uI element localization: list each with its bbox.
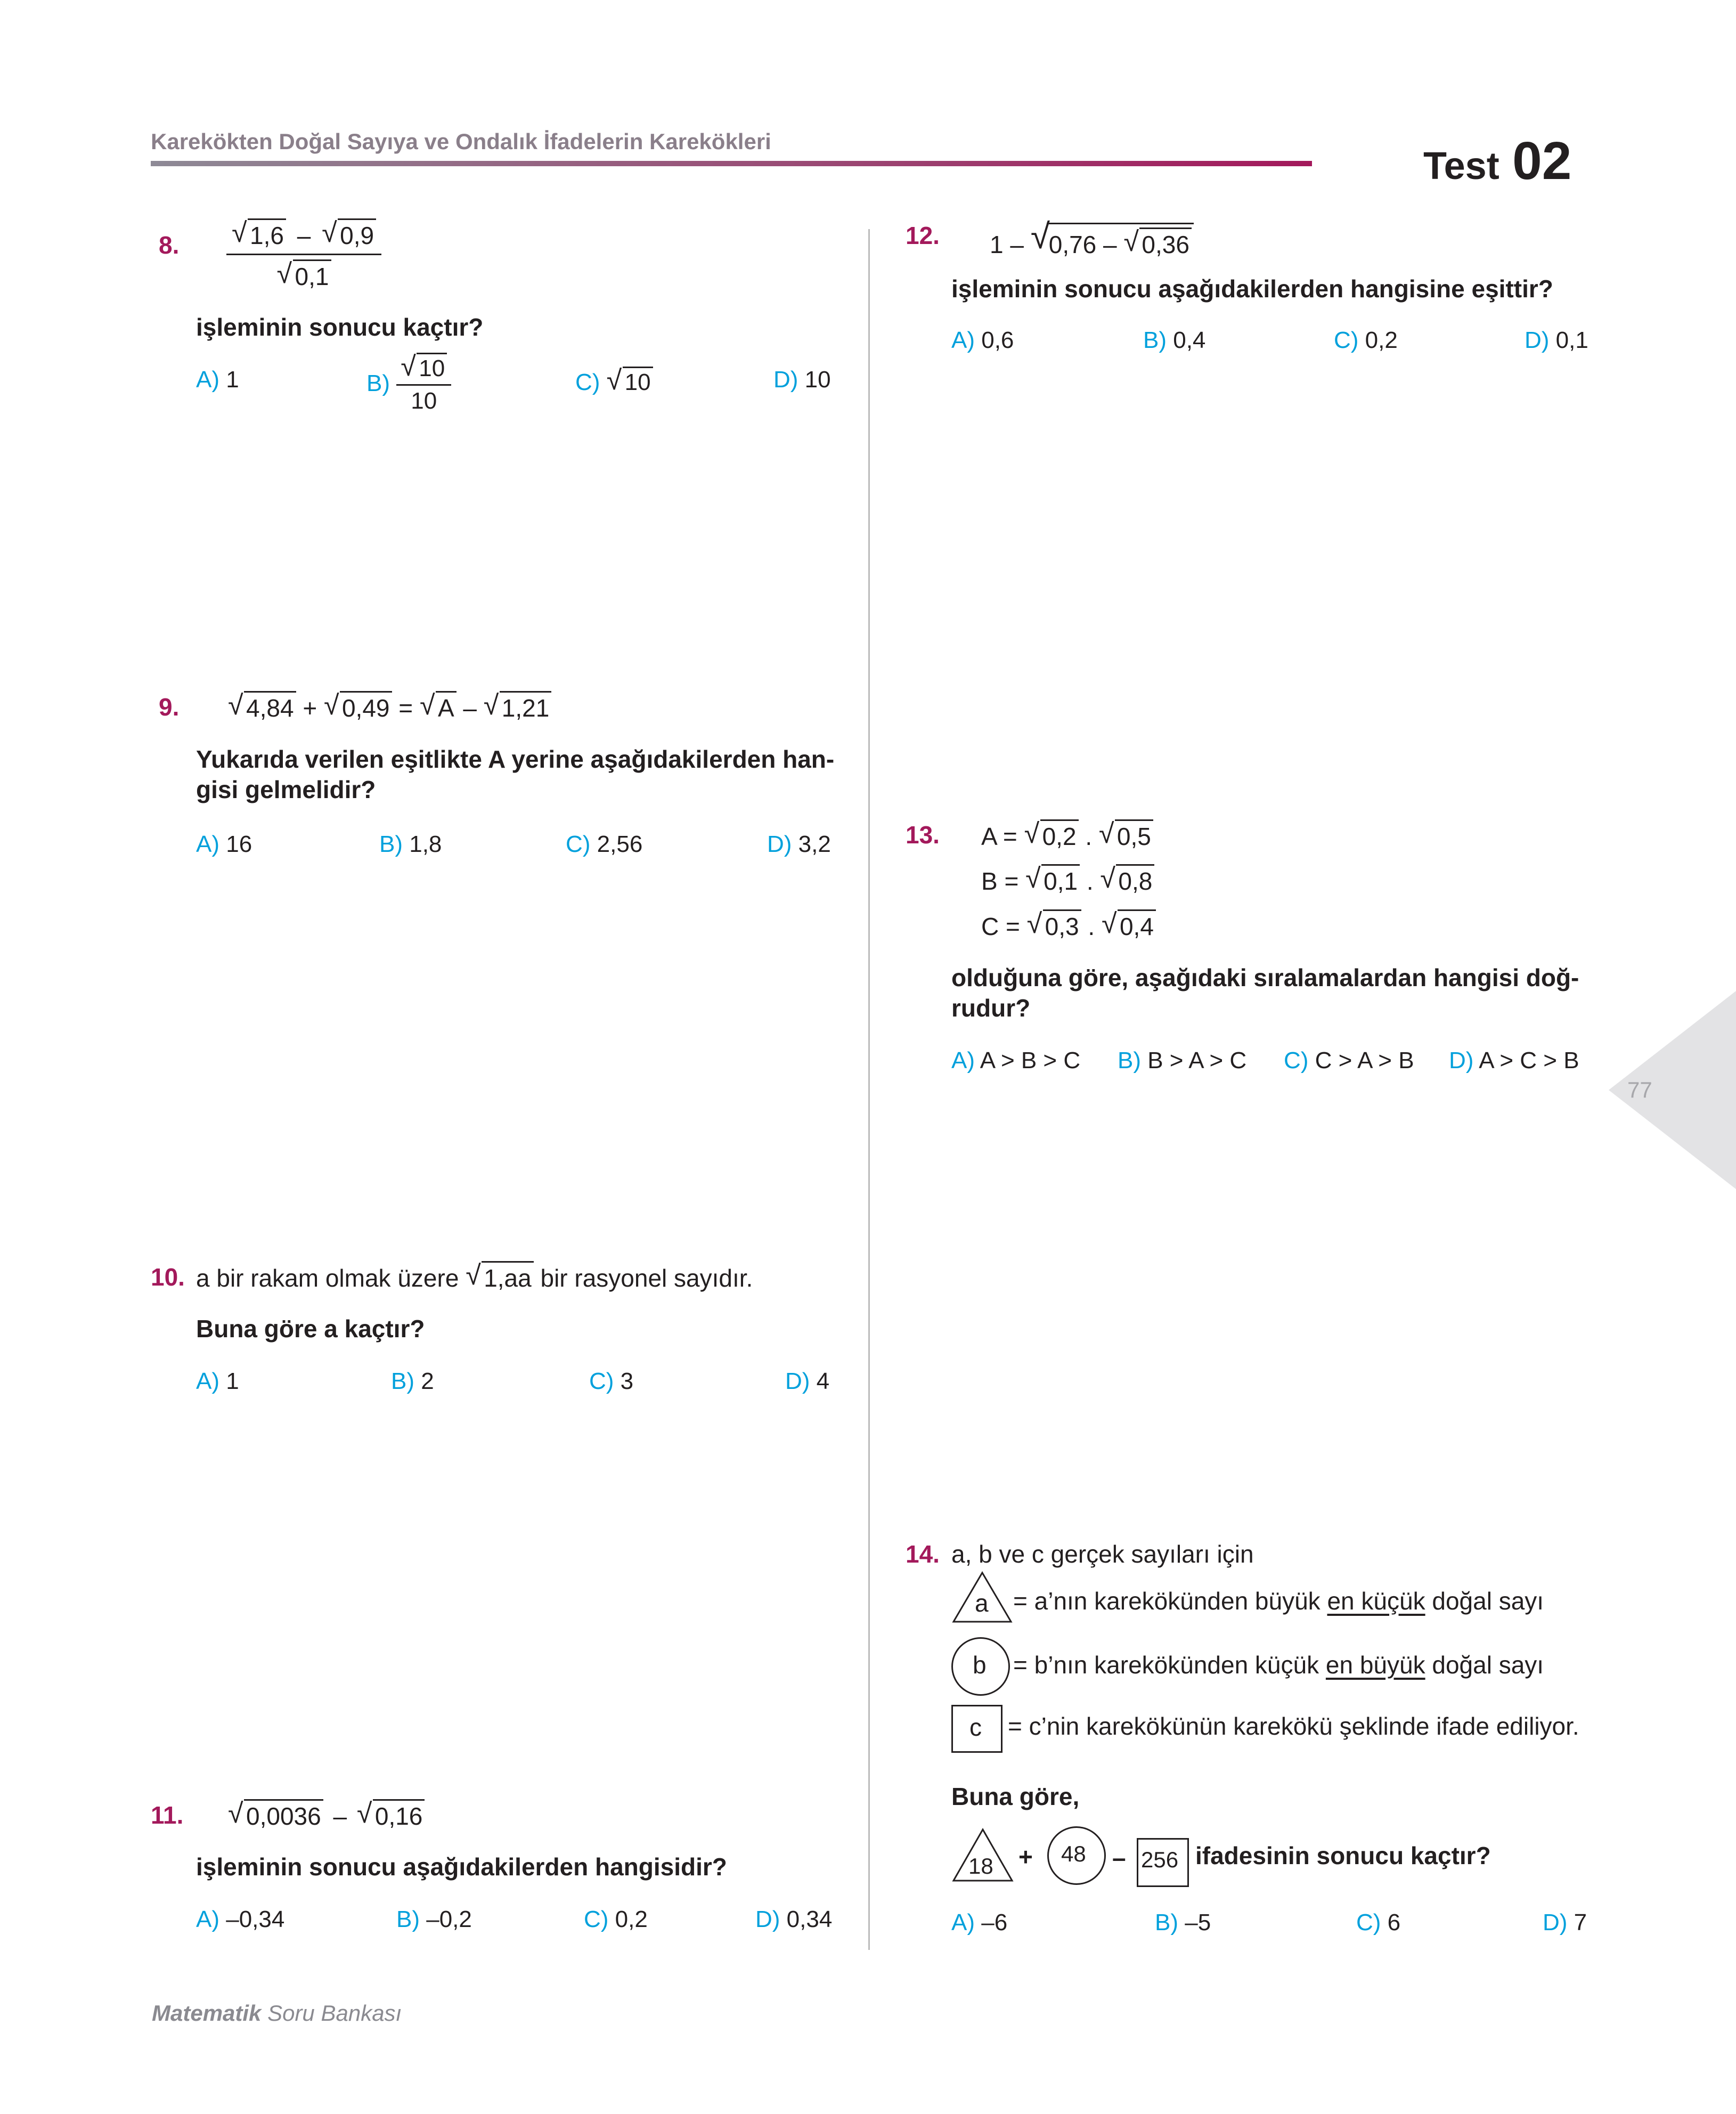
q10-option-b[interactable]: B) 2	[391, 1368, 434, 1394]
q9-question-line2: gisi gelmelidir?	[196, 776, 376, 803]
q9-option-d[interactable]: D) 3,2	[767, 831, 831, 857]
q8-question: işleminin sonucu kaçtır?	[196, 313, 484, 341]
q12-question: işleminin sonucu aşağıdakilerden hangisine eşittir?	[951, 275, 1553, 303]
q14-question: ifadesinin sonucu kaçtır?	[1195, 1842, 1491, 1869]
q14-circle-var: b	[973, 1651, 987, 1679]
test-label	[1423, 131, 1571, 192]
q9-option-b[interactable]: B) 1,8	[379, 831, 442, 857]
q8-sqrt-den: √ 0,1	[277, 259, 331, 291]
q14-option-d[interactable]: D) 7	[1543, 1909, 1587, 1936]
q9-equation: √ 4,84 + √ 0,49 = √ A – √ 1,21	[228, 691, 551, 723]
q8-expression	[226, 218, 381, 291]
column-divider	[868, 229, 870, 1950]
q8-sqrt-a: √ 1,6	[232, 218, 286, 250]
q13-option-a[interactable]: A) A > B > C	[951, 1047, 1081, 1074]
q10-option-d[interactable]: D) 4	[785, 1368, 830, 1394]
q10-question: Buna göre a kaçtır?	[196, 1315, 425, 1343]
q13-number: 13.	[906, 821, 940, 849]
q14-option-b[interactable]: B) –5	[1155, 1909, 1211, 1936]
q14-expr-plus: +	[1018, 1843, 1033, 1871]
q14-box-def: = c’nin karekökünün karekökü şeklinde ifade ediliyor.	[1008, 1712, 1579, 1740]
q13-option-d[interactable]: D) A > C > B	[1449, 1047, 1579, 1074]
q8-option-d[interactable]: D) 10	[773, 367, 831, 393]
q11-question: işleminin sonucu aşağıdakilerden hangisidir?	[196, 1853, 727, 1881]
q8-minus: –	[297, 222, 311, 249]
page-number: 77	[1627, 1077, 1652, 1102]
q13-option-c[interactable]: C) C > A > B	[1284, 1047, 1414, 1074]
q9-option-a[interactable]: A) 16	[196, 831, 252, 857]
q12-option-a[interactable]: A) 0,6	[951, 327, 1014, 353]
q12-option-b[interactable]: B) 0,4	[1143, 327, 1206, 353]
q10-option-a[interactable]: A) 1	[196, 1368, 239, 1394]
q14-box-var: c	[969, 1713, 982, 1741]
q10-number: 10.	[151, 1263, 185, 1291]
q11-option-c[interactable]: C) 0,2	[584, 1906, 648, 1932]
q14-option-a[interactable]: A) –6	[951, 1909, 1008, 1936]
q14-expr-box-value: 256	[1141, 1847, 1179, 1872]
header-rule	[151, 161, 1312, 166]
q13-row-a: A = √ 0,2 . √ 0,5	[981, 819, 1153, 851]
q14-triangle-var: a	[975, 1589, 989, 1617]
q14-option-c[interactable]: C) 6	[1356, 1909, 1401, 1936]
q14-triangle-def: = a’nın karekökünden büyük en küçük doğal sayı	[1013, 1587, 1544, 1615]
q8-sqrt-b: √ 0,9	[322, 218, 376, 250]
q8-option-c[interactable]: C) √ 10	[575, 367, 653, 396]
q13-question-line1: olduğuna göre, aşağıdaki sıralamalardan hangisi doğ-	[951, 964, 1579, 991]
q11-option-a[interactable]: A) –0,34	[196, 1906, 285, 1932]
q13-row-b: B = √ 0,1 . √ 0,8	[981, 864, 1154, 896]
q14-expr-circle-value: 48	[1061, 1841, 1086, 1866]
q14-expr-minus: –	[1112, 1844, 1126, 1872]
q14-circle-def: = b’nın karekökünden küçük en büyük doğal sayı	[1013, 1651, 1544, 1679]
q14-number: 14.	[906, 1540, 940, 1568]
q12-option-c[interactable]: C) 0,2	[1334, 327, 1398, 353]
test-word: Test	[1423, 145, 1499, 188]
header-title: Karekökten Doğal Sayıya ve Ondalık İfadelerin Karekökleri	[151, 129, 771, 154]
q9-question-line1: Yukarıda verilen eşitlikte A yerine aşağıdakilerden han-	[196, 745, 835, 773]
test-number: 02	[1512, 131, 1572, 191]
q11-number: 11.	[151, 1801, 184, 1829]
q12-expression: 1 – √ 0,76 – √ 0,36	[990, 223, 1194, 259]
footer-brand: Matematik Soru Bankası	[152, 2001, 402, 2026]
q13-row-c: C = √ 0,3 . √ 0,4	[981, 909, 1156, 941]
q11-option-b[interactable]: B) –0,2	[396, 1906, 472, 1932]
q12-number: 12.	[906, 222, 940, 249]
q9-number: 9.	[159, 693, 180, 721]
q8-number: 8.	[159, 231, 180, 259]
q13-question-line2: rudur?	[951, 994, 1031, 1022]
q10-statement: a bir rakam olmak üzere √ 1,aa bir rasyonel sayıdır.	[196, 1261, 753, 1293]
q8-option-b[interactable]: B) √ 10 10	[366, 353, 451, 414]
q14-expr-triangle-value: 18	[968, 1853, 993, 1879]
q8-option-a[interactable]: A) 1	[196, 367, 239, 393]
q9-option-c[interactable]: C) 2,56	[566, 831, 643, 857]
q12-option-d[interactable]: D) 0,1	[1525, 327, 1588, 353]
q10-option-c[interactable]: C) 3	[589, 1368, 634, 1394]
q14-buna-gore: Buna göre,	[951, 1783, 1080, 1810]
q11-expression: √ 0,0036 – √ 0,16	[228, 1799, 425, 1831]
q11-option-d[interactable]: D) 0,34	[755, 1906, 833, 1932]
q14-intro: a, b ve c gerçek sayıları için	[951, 1540, 1254, 1568]
q13-option-b[interactable]: B) B > A > C	[1118, 1047, 1247, 1074]
